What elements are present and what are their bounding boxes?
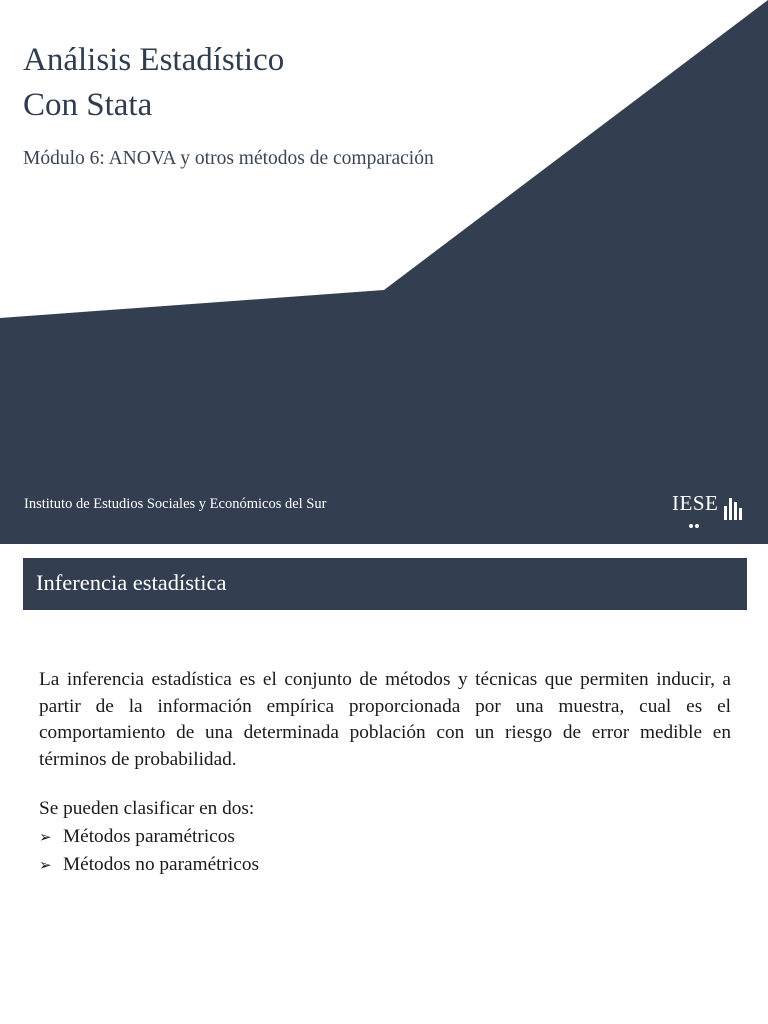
cover-title-line-1: Análisis Estadístico: [23, 42, 285, 78]
iese-logo-text: IESE: [672, 491, 719, 515]
classification-intro: Se pueden clasificar en dos:: [39, 798, 255, 819]
building-bars-icon: [723, 494, 743, 520]
iese-logo: [672, 490, 746, 522]
section-title: Inferencia estadística: [36, 570, 227, 595]
arrow-bullet-icon: ➢: [39, 828, 52, 846]
definition-paragraph: La inferencia estadística es el conjunto de métodos y técnicas que permiten inducir, a partir de la información empírica proporcionada por una muestra, cual es el comportamiento de una determinada población con un riesgo de error medible en términos de probabilidad.: [39, 669, 731, 770]
section-header-bar: [23, 558, 747, 610]
institute-name: Instituto de Estudios Sociales y Económicos del Sur: [24, 496, 327, 512]
logo-dots-icon: [689, 515, 703, 521]
list-item-label: Métodos no paramétricos: [63, 854, 259, 875]
cover-subtitle: Módulo 6: ANOVA y otros métodos de comparación: [23, 148, 434, 169]
list-item: [39, 851, 259, 879]
methods-list: [39, 823, 259, 879]
list-item-label: Métodos paramétricos: [63, 826, 235, 847]
list-item: [39, 823, 259, 851]
content-slide: [0, 544, 768, 1024]
cover-title-line-2: Con Stata: [23, 87, 153, 123]
arrow-bullet-icon: ➢: [39, 856, 52, 874]
